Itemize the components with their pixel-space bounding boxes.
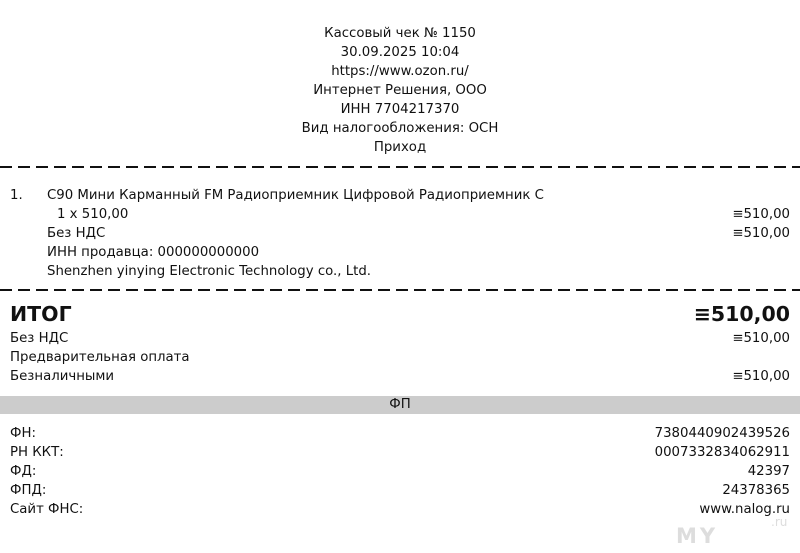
total-row [0,301,800,327]
seller-inn-row [0,243,800,262]
receipt-datetime: 30.09.2025 10:04 [340,45,460,60]
item-list [0,186,800,281]
total-vat-row [0,329,800,348]
fiscal-value: 24378365 [722,483,790,498]
totals-details [0,329,800,386]
fiscal-label: ФД: [10,464,37,479]
fiscal-value: 0007332834062911 [654,445,790,460]
fiscal-row-rn-kkt [0,443,800,462]
fiscal-row-fns-site [0,500,800,519]
seller-name: Shenzhen yinying Electronic Technology co., Ltd. [47,264,372,279]
prepayment-label: Предварительная оплата [10,350,190,365]
item-name: C90 Мини Карманный FM Радиоприемник Цифровой Радиоприемник С [47,188,544,203]
company-inn: ИНН 7704217370 [340,102,460,117]
watermark-logo-suffix: .ru [771,515,788,529]
fiscal-section-header [0,396,800,414]
store-url: https://www.ozon.ru/ [331,64,469,79]
receipt-title: Кассовый чек № 1150 [324,26,476,41]
watermark-logo: MY [676,524,719,548]
tax-system: Вид налогообложения: ОСН [301,121,499,136]
fiscal-section-label: ФП [389,397,411,412]
total-label: ИТОГ [10,302,72,326]
cashless-row [0,367,800,386]
total-vat-value: ≡510,00 [732,331,790,346]
fiscal-label: Сайт ФНС: [10,502,84,517]
fiscal-row-fpd [0,481,800,500]
receipt-header [0,24,800,157]
item-row [0,186,800,205]
total-value: ≡510,00 [693,302,790,326]
fiscal-label: ФН: [10,426,36,441]
item-vat-sum: ≡510,00 [732,226,790,241]
cashless-label: Безналичными [10,369,115,384]
fiscal-data [0,424,800,519]
item-vat-row [0,224,800,243]
prepayment-row [0,348,800,367]
divider [0,289,800,291]
fiscal-value: www.nalog.ru [699,502,790,517]
seller-inn: ИНН продавца: 000000000000 [47,245,260,260]
operation-type: Приход [373,140,427,155]
fiscal-value: 7380440902439526 [654,426,790,441]
fiscal-value: 42397 [747,464,790,479]
divider [0,166,800,168]
fiscal-row-fn [0,424,800,443]
item-qty-price: 1 x 510,00 [57,207,129,222]
seller-name-row [0,262,800,281]
company-name: Интернет Решения, ООО [313,83,487,98]
item-vat-label: Без НДС [47,226,106,241]
item-sum: ≡510,00 [732,207,790,222]
item-qty-row [0,205,800,224]
total-vat-label: Без НДС [10,331,69,346]
cashless-value: ≡510,00 [732,369,790,384]
fiscal-row-fd [0,462,800,481]
item-number: 1. [10,188,23,203]
fiscal-label: РН ККТ: [10,445,64,460]
fiscal-label: ФПД: [10,483,47,498]
